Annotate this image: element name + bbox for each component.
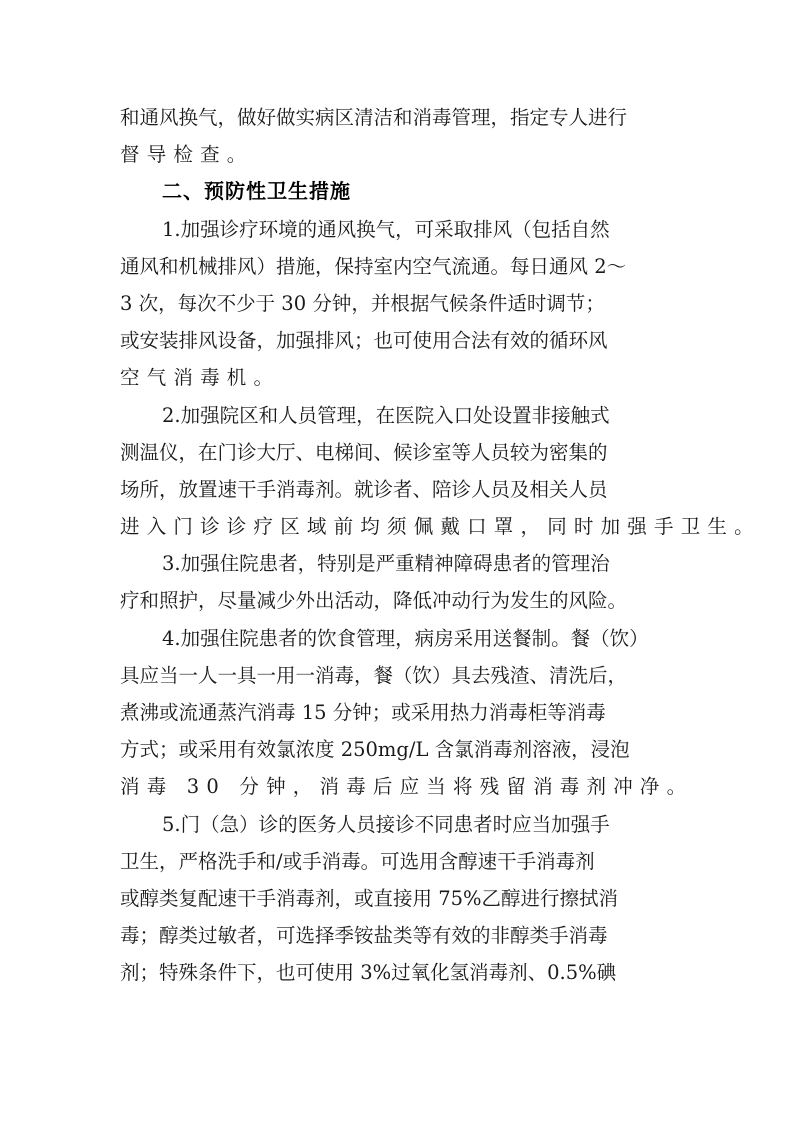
text-line: 卫生，严格洗手和/或手消毒。可选用含醇速干手消毒剂 (120, 849, 595, 873)
intro-paragraph (120, 99, 673, 173)
text-line: 2.加强院区和人员管理，在医院入口处设置非接触式 (162, 403, 610, 427)
text-line: 进入门诊诊疗区域前均须佩戴口罩，同时加强手卫生。 (120, 515, 761, 539)
text-line: 或醇类复配速干手消毒剂，或直接用 75%乙醇进行擦拭消 (120, 886, 619, 910)
text-line: 5.门（急）诊的医务人员接诊不同患者时应当加强手 (162, 812, 610, 836)
text-line: 方式；或采用有效氯浓度 250mg/L 含氯消毒剂溶液，浸泡 (120, 738, 630, 762)
text-line: 3 次，每次不少于 30 分钟，并根据气候条件适时调节； (120, 291, 605, 315)
text-line: 和通风换气，做好做实病区清洁和消毒管理，指定专人进行 (120, 106, 628, 129)
document-body (120, 99, 761, 992)
paragraph-item-5 (120, 806, 673, 992)
text-line: 督导检查。 (120, 143, 254, 167)
text-line: 煮沸或流通蒸汽消毒 15 分钟；或采用热力消毒柜等消毒 (120, 701, 606, 724)
text-line: 毒；醇类过敏者，可选择季铵盐类等有效的非醇类手消毒 (120, 924, 608, 948)
text-line: 剂；特殊条件下，也可使用 3%过氧化氢消毒剂、0.5%碘 (120, 961, 617, 985)
paragraph-item-2 (120, 397, 761, 546)
text-line: 疗和照护，尽量减少外出活动，降低冲动行为发生的风险。 (120, 589, 628, 613)
text-line: 1.加强诊疗环境的通风换气，可采取排风（包括自然 (162, 217, 610, 241)
text-line: 场所，放置速干手消毒剂。就诊者、陪诊人员及相关人员 (120, 477, 608, 501)
text-line: 或安装排风设备，加强排风；也可使用合法有效的循环风 (120, 329, 608, 353)
paragraph-item-3 (120, 545, 673, 619)
paragraph-item-1 (120, 211, 673, 397)
text-line: 测温仪，在门诊大厅、电梯间、候诊室等人员较为密集的 (120, 440, 608, 464)
text-line: 具应当一人一具一用一消毒，餐（饮）具去残渣、清洗后， (120, 663, 628, 687)
text-line: 消毒 30 分钟，消毒后应当将残留消毒剂冲净。 (120, 775, 694, 799)
section-heading: 二、预防性卫生措施 (162, 179, 351, 204)
text-line: 空气消毒机。 (120, 366, 281, 390)
text-line: 3.加强住院患者，特别是严重精神障碍患者的管理治 (162, 552, 610, 576)
paragraph-item-4 (120, 620, 694, 806)
text-line: 4.加强住院患者的饮食管理，病房采用送餐制。餐（饮） (162, 626, 649, 650)
text-line: 通风和机械排风）措施，保持室内空气流通。每日通风 2～ (120, 254, 627, 278)
